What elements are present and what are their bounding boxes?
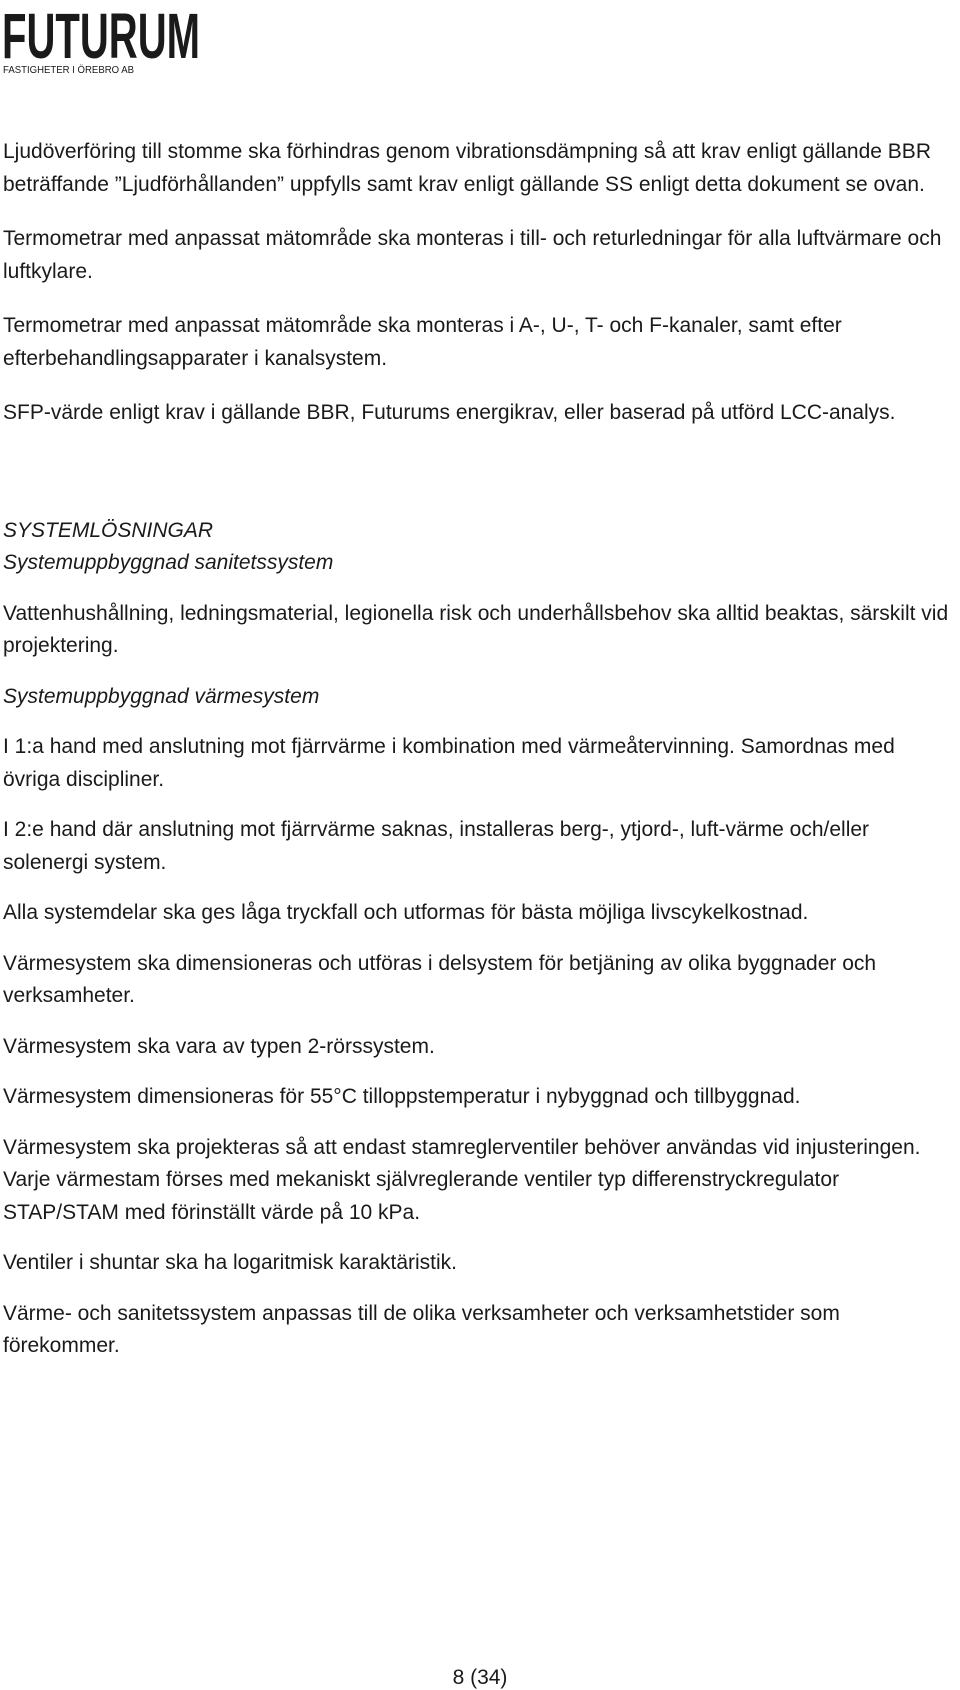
page-number: 8 (34) bbox=[452, 1666, 508, 1689]
section-heading: SYSTEMLÖSNINGAR bbox=[3, 518, 214, 542]
subheading-sanitetssystem: Systemuppbyggnad sanitetssystem bbox=[3, 551, 334, 574]
paragraph-ljudoverforing: Ljudöverföring till stomme ska förhindras genom vibrationsdämpning så att krav enligt gällande BBR beträffande ”Ljudförhållanden” uppfylls samt krav enligt gällande SS enligt detta dokument se ovan. bbox=[3, 140, 931, 196]
paragraph-termometrar-kanaler: Termometrar med anpassat mätområde ska monteras i A-, U-, T- och F-kanaler, samt efter efterbehandlingsapparater i kanalsystem. bbox=[3, 314, 842, 370]
paragraph-varme-8: Ventiler i shuntar ska ha logaritmisk karaktäristik. bbox=[3, 1251, 458, 1274]
document-body bbox=[3, 136, 955, 1363]
paragraph-varme-7: Värmesystem ska projekteras så att endast stamreglerventiler behöver användas vid injusteringen. Varje värmestam förses med mekaniskt självreglerande ventiler typ differenstryckregulator STAP/STAM med förinställt värde på 10 kPa. bbox=[3, 1135, 921, 1224]
logo-wordmark: FUTURUM bbox=[2, 0, 200, 72]
paragraph-vattenhushallning: Vattenhushållning, ledningsmaterial, legionella risk och underhållsbehov ska alltid beaktas, särskilt vid projektering. bbox=[3, 601, 949, 657]
paragraph-varme-1: I 1:a hand med anslutning mot fjärrvärme i kombination med värmeåtervinning. Samordnas med övriga discipliner. bbox=[3, 735, 895, 791]
futurum-logo-icon bbox=[2, 0, 202, 76]
paragraph-varme-3: Alla systemdelar ska ges låga tryckfall och utformas för bästa möjliga livscykelkostnad. bbox=[3, 901, 809, 924]
paragraph-varme-6: Värmesystem dimensioneras för 55°C tilloppstemperatur i nybyggnad och tillbyggnad. bbox=[3, 1085, 801, 1108]
paragraph-varme-2: I 2:e hand där anslutning mot fjärrvärme saknas, installeras berg-, ytjord-, luft-värme och/eller solenergi system. bbox=[3, 818, 870, 874]
logo-subtitle: FASTIGHETER I ÖREBRO AB bbox=[3, 64, 134, 76]
paragraph-varme-9: Värme- och sanitetssystem anpassas till de olika verksamheter och verksamhetstider som förekommer. bbox=[3, 1301, 840, 1357]
paragraph-sfp-varde: SFP-värde enligt krav i gällande BBR, Futurums energikrav, eller baserad på utförd LCC-analys. bbox=[3, 401, 896, 424]
paragraph-termometrar-luftvarmare: Termometrar med anpassat mätområde ska monteras i till- och returledningar för alla luftvärmare och luftkylare. bbox=[3, 227, 942, 283]
paragraph-varme-4: Värmesystem ska dimensioneras och utföras i delsystem för betjäning av olika byggnader och verksamheter. bbox=[3, 951, 877, 1007]
paragraph-varme-5: Värmesystem ska vara av typen 2-rörssystem. bbox=[3, 1034, 435, 1058]
company-logo bbox=[2, 0, 202, 76]
subheading-varmesystem: Systemuppbyggnad värmesystem bbox=[3, 684, 320, 708]
